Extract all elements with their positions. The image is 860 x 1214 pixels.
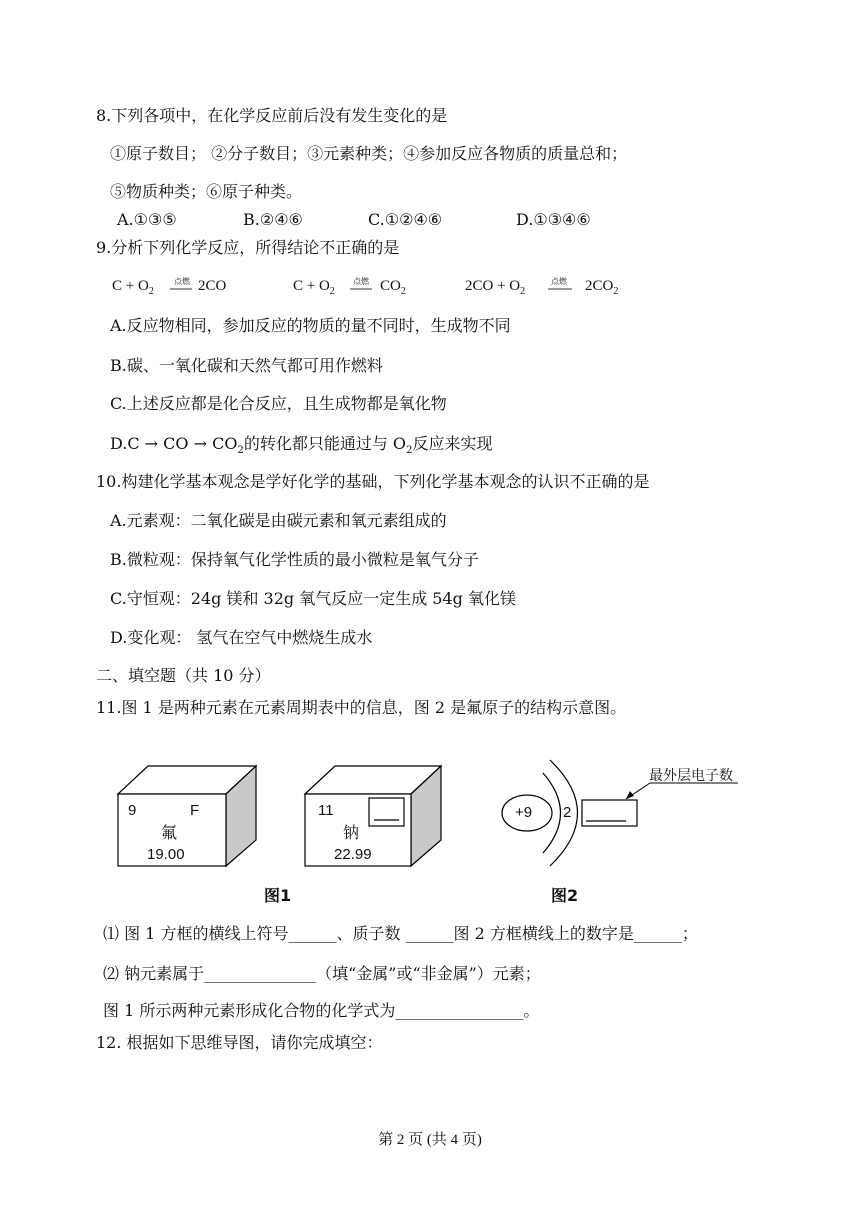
figure-2-label: 图2 xyxy=(551,886,579,905)
q11-stem: 11.图 1 是两种元素在元素周期表中的信息，图 2 是氟原子的结构示意图。 xyxy=(96,698,627,717)
sodium-name: 钠 xyxy=(343,823,360,842)
sodium-atomic-number: 11 xyxy=(318,802,334,819)
q10-option-c: C.守恒观：24g 镁和 32g 氧气反应一定生成 54g 氧化镁 xyxy=(110,589,516,608)
q10-option-a: A.元素观：二氧化碳是由碳元素和氧元素组成的 xyxy=(110,511,447,530)
q8-option-c: C.①②④⑥ xyxy=(368,210,443,229)
q9-option-c: C.上述反应都是化合反应，且生成物都是氧化物 xyxy=(110,394,447,413)
q9-eq2-condition: 点燃 xyxy=(353,277,369,286)
q8-stem: 8.下列各项中，在化学反应前后没有发生变化的是 xyxy=(96,106,448,125)
fluorine-name: 氟 xyxy=(161,823,178,842)
fluorine-symbol: F xyxy=(190,802,200,819)
page-footer: 第 2 页 (共 4 页) xyxy=(378,1132,482,1148)
q11-part-1: ⑴ 图 1 方框的横线上符号______、质子数 ______图 2 方框横线上的数字是______； xyxy=(103,924,698,943)
q9-eq3-product: $2CO_2$ xyxy=(585,278,619,297)
q9-equation-3: $2CO + O_2$ xyxy=(465,278,526,297)
q9-eq3-condition: 点燃 xyxy=(551,277,567,286)
shell-1-electrons: 2 xyxy=(563,804,572,821)
nucleus-charge: +9 xyxy=(515,804,533,821)
q9-eq2-product: $CO_2$ xyxy=(380,278,406,297)
element-box-fluorine xyxy=(118,766,256,866)
q8-option-a: A.①③⑤ xyxy=(117,210,177,229)
q10-option-b: B.微粒观：保持氧气化学性质的最小微粒是氧气分子 xyxy=(110,550,479,569)
q9-eq1-product: 2CO xyxy=(198,278,227,294)
section-2-heading: 二、填空题（共 10 分） xyxy=(96,666,271,685)
sodium-mass: 22.99 xyxy=(334,846,372,863)
q9-stem: 9.分析下列化学反应，所得结论不正确的是 xyxy=(96,238,400,257)
outer-electrons-box xyxy=(582,800,637,826)
q9-equation-2: $C + O_2$ xyxy=(293,278,335,297)
figure-1-label: 图1 xyxy=(264,886,292,905)
q8-option-d: D.①③④⑥ xyxy=(516,210,591,229)
q8-items-1: ①原子数目； ②分子数目；③元素种类；④参加反应各物质的质量总和； xyxy=(110,144,628,163)
fluorine-mass: 19.00 xyxy=(147,846,185,863)
q9-option-a: A.反应物相同，参加反应的物质的量不同时，生成物不同 xyxy=(110,316,511,335)
sodium-symbol-box xyxy=(369,798,404,826)
q9-equation-1: $C + O_2$ xyxy=(112,278,154,297)
q10-stem: 10.构建化学基本观念是学好化学的基础，下列化学基本观念的认识不正确的是 xyxy=(96,472,650,491)
q9-eq1-condition: 点燃 xyxy=(174,277,190,286)
q8-items-2: ⑤物质种类；⑥原子种类。 xyxy=(110,182,303,201)
fluorine-atomic-number: 9 xyxy=(128,802,137,819)
q9-option-b: B.碳、一氧化碳和天然气都可用作燃料 xyxy=(110,356,383,375)
q11-part-3: 图 1 所示两种元素形成化合物的化学式为________________。 xyxy=(103,1001,540,1020)
q9-option-d: D.C → CO → $CO_2$的转化都只能通过与 $O_2$反应来实现 xyxy=(110,434,493,457)
callout-label: 最外层电子数 xyxy=(649,767,733,783)
q12-stem: 12. 根据如下思维导图，请你完成填空： xyxy=(96,1033,383,1052)
q8-option-b: B.②④⑥ xyxy=(243,210,303,229)
q10-option-d: D.变化观： 氢气在空气中燃烧生成水 xyxy=(110,628,373,647)
q11-part-2: ⑵ 钠元素属于______________（填“金属”或“非金属”）元素； xyxy=(103,964,541,983)
